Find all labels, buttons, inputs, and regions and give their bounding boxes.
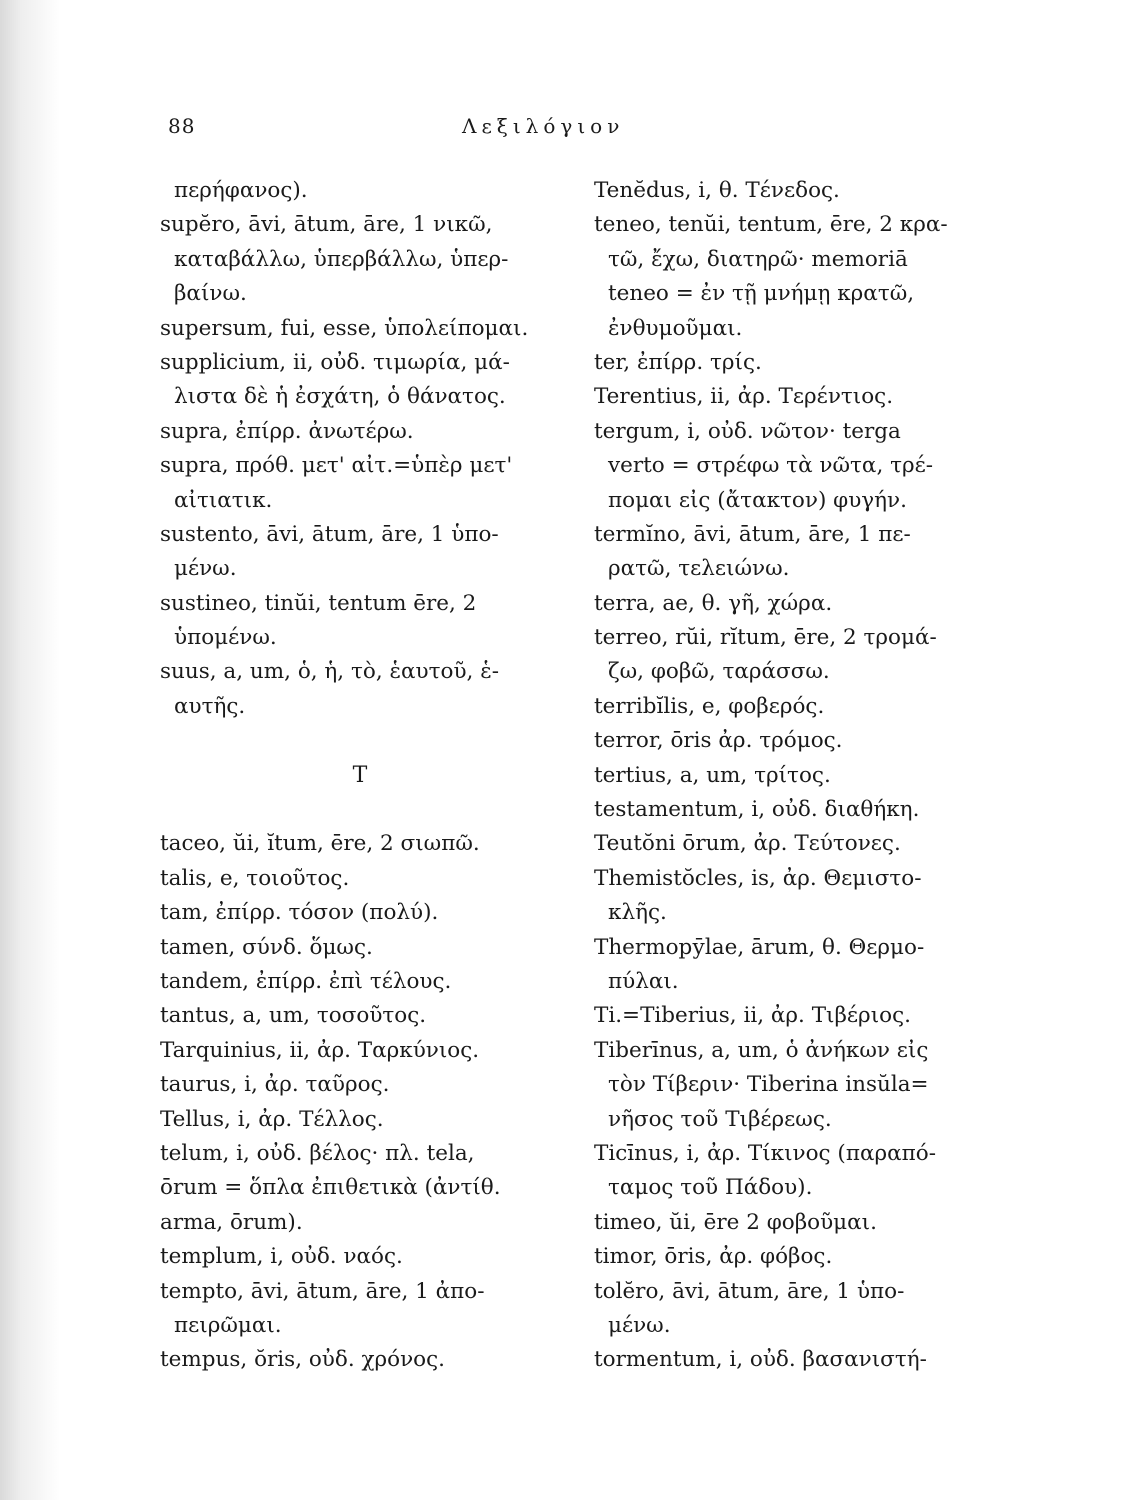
entry-line: sustento, āvi, ātum, āre, 1 ὑπο- <box>160 521 499 547</box>
entry-line: Tiberīnus, a, um, ὁ ἀνήκων εἰς <box>594 1037 929 1063</box>
section-letter: T <box>352 762 368 788</box>
entry-line: Terentius, ii, ἀρ. Τερέντιος. <box>594 384 894 410</box>
entry-line: tempus, ŏris, οὐδ. χρόνος. <box>160 1347 445 1373</box>
entry-line: πειρῶμαι. <box>174 1312 282 1338</box>
entry-line: Tarquinius, ii, ἀρ. Ταρκύνιος. <box>160 1037 480 1063</box>
entry-line: supplicium, ii, οὐδ. τιμωρία, μά- <box>160 349 510 375</box>
entry-line: πύλαι. <box>608 968 679 994</box>
entry-line: ὑπομένω. <box>174 625 277 651</box>
entry-line: ρατῶ, τελειώνω. <box>608 556 790 582</box>
entry-line: timor, ōris, ἀρ. φόβος. <box>594 1244 833 1270</box>
entry-line: tamen, σύνδ. ὅμως. <box>160 934 373 960</box>
entry-line: tolĕro, āvi, ātum, āre, 1 ὑπο- <box>594 1278 905 1304</box>
entry-line: πομαι εἰς (ἄτακτον) φυγήν. <box>608 487 907 513</box>
entry-line: ἐνθυμοῦμαι. <box>608 315 743 341</box>
entry-line: teneo = ἐν τῇ μνήμῃ κρατῶ, <box>608 281 915 307</box>
entry-line: tantus, a, um, τοσοῦτος. <box>160 1003 427 1029</box>
entry-line: κλῆς. <box>608 900 667 926</box>
entry-line: περήφανος). <box>174 178 308 203</box>
entry-line: μένω. <box>174 556 237 582</box>
entry-line: terreo, rŭi, rĭtum, ēre, 2 τρομά- <box>594 625 937 651</box>
page-number: 88 <box>168 114 196 138</box>
entry-line: τῶ, ἔχω, διατηρῶ· memoriā <box>608 246 908 272</box>
entry-line: ter, ἐπίρρ. τρίς. <box>594 349 762 375</box>
entry-line: λιστα δὲ ἡ ἐσχάτη, ὁ θάνατος. <box>174 384 506 410</box>
entry-line: terribĭlis, e, φοβερός. <box>594 693 825 719</box>
entry-line: termĭno, āvi, ātum, āre, 1 πε- <box>594 521 911 547</box>
entry-line: tam, ἐπίρρ. τόσον (πολύ). <box>160 900 439 926</box>
entry-line: verto = στρέφω τὰ νῶτα, τρέ- <box>608 453 934 479</box>
entry-line: καταβάλλω, ὑπερβάλλω, ὑπερ- <box>174 246 509 272</box>
entry-line: timeo, ŭi, ēre 2 φοβοῦμαι. <box>594 1209 877 1235</box>
entry-line: τὸν Τίβεριν· Tiberina insŭla= <box>608 1072 929 1098</box>
entry-line: telum, i, οὐδ. βέλος· πλ. tela, <box>160 1140 475 1166</box>
entry-line: sustineo, tinŭi, tentum ēre, 2 <box>160 590 477 616</box>
entry-line: βαίνω. <box>174 281 247 307</box>
running-head: Λεξιλόγιον <box>462 114 625 138</box>
entry-line: Themistŏcles, is, ἀρ. Θεμιστο- <box>594 865 922 891</box>
entry-line: Thermopӯlae, ārum, θ. Θερμο- <box>594 934 925 960</box>
entry-line: tempto, āvi, ātum, āre, 1 ἀπο- <box>160 1278 485 1304</box>
entry-line: talis, e, τοιοῦτος. <box>160 865 350 891</box>
entry-line: Teutŏni ōrum, ἀρ. Τεύτονες. <box>594 831 901 857</box>
entry-line: Ticīnus, i, ἀρ. Τίκινος (παραπό- <box>594 1140 936 1166</box>
entry-line: tandem, ἐπίρρ. ἐπὶ τέλους. <box>160 968 452 994</box>
page-edge-shading <box>0 0 60 1500</box>
entry-line: suus, a, um, ὁ, ἡ, τὸ, ἑαυτοῦ, ἑ- <box>160 659 499 685</box>
entry-line: αυτῆς. <box>174 693 246 719</box>
entry-line: supra, ἐπίρρ. ἀνωτέρω. <box>160 418 414 444</box>
entry-line: Tenĕdus, i, θ. Τένεδος. <box>594 178 840 203</box>
entry-line: teneo, tenŭi, tentum, ēre, 2 κρα- <box>594 212 948 238</box>
entry-line: tergum, i, οὐδ. νῶτον· terga <box>594 418 901 444</box>
spacer <box>160 724 580 758</box>
entry-line: taurus, i, ἀρ. ταῦρος. <box>160 1072 390 1098</box>
entry-line: μένω. <box>608 1312 671 1338</box>
entry-line: terra, ae, θ. γῆ, χώρα. <box>594 590 833 616</box>
entry-line: νῆσος τοῦ Τιβέρεως. <box>608 1106 832 1132</box>
entry-line: αἰτιατικ. <box>174 487 273 513</box>
entry-line: testamentum, i, οὐδ. διαθήκη. <box>594 797 920 823</box>
entry-line: taceo, ŭi, ĭtum, ēre, 2 σιωπῶ. <box>160 831 480 857</box>
entry-line: Ti.=Tiberius, ii, ἀρ. Τιβέριος. <box>594 1003 911 1029</box>
entry-line: tertius, a, um, τρίτος. <box>594 762 831 788</box>
entry-line: tormentum, i, οὐδ. βασανιστή- <box>594 1347 927 1373</box>
spacer <box>160 793 580 827</box>
entry-line: supĕro, āvi, ātum, āre, 1 νικῶ, <box>160 212 493 238</box>
entry-line: terror, ōris ἀρ. τρόμος. <box>594 728 843 754</box>
left-column <box>160 174 580 1378</box>
entry-line: supersum, fui, esse, ὑπολείπομαι. <box>160 315 529 341</box>
entry-line: ōrum = ὅπλα ἐπιθετικὰ (ἀντίθ. <box>160 1175 501 1201</box>
entry-line: templum, i, οὐδ. ναός. <box>160 1244 403 1270</box>
entry-line: supra, πρόθ. μετ' αἰτ.=ὑπὲρ μετ' <box>160 453 513 479</box>
entry-line: ζω, φοβῶ, ταράσσω. <box>608 659 830 685</box>
entry-line: Tellus, i, ἀρ. Τέλλος. <box>160 1106 384 1132</box>
entry-line: arma, ōrum). <box>160 1209 303 1235</box>
entry-line: ταμος τοῦ Πάδου). <box>608 1175 813 1201</box>
right-column <box>594 174 1034 1378</box>
